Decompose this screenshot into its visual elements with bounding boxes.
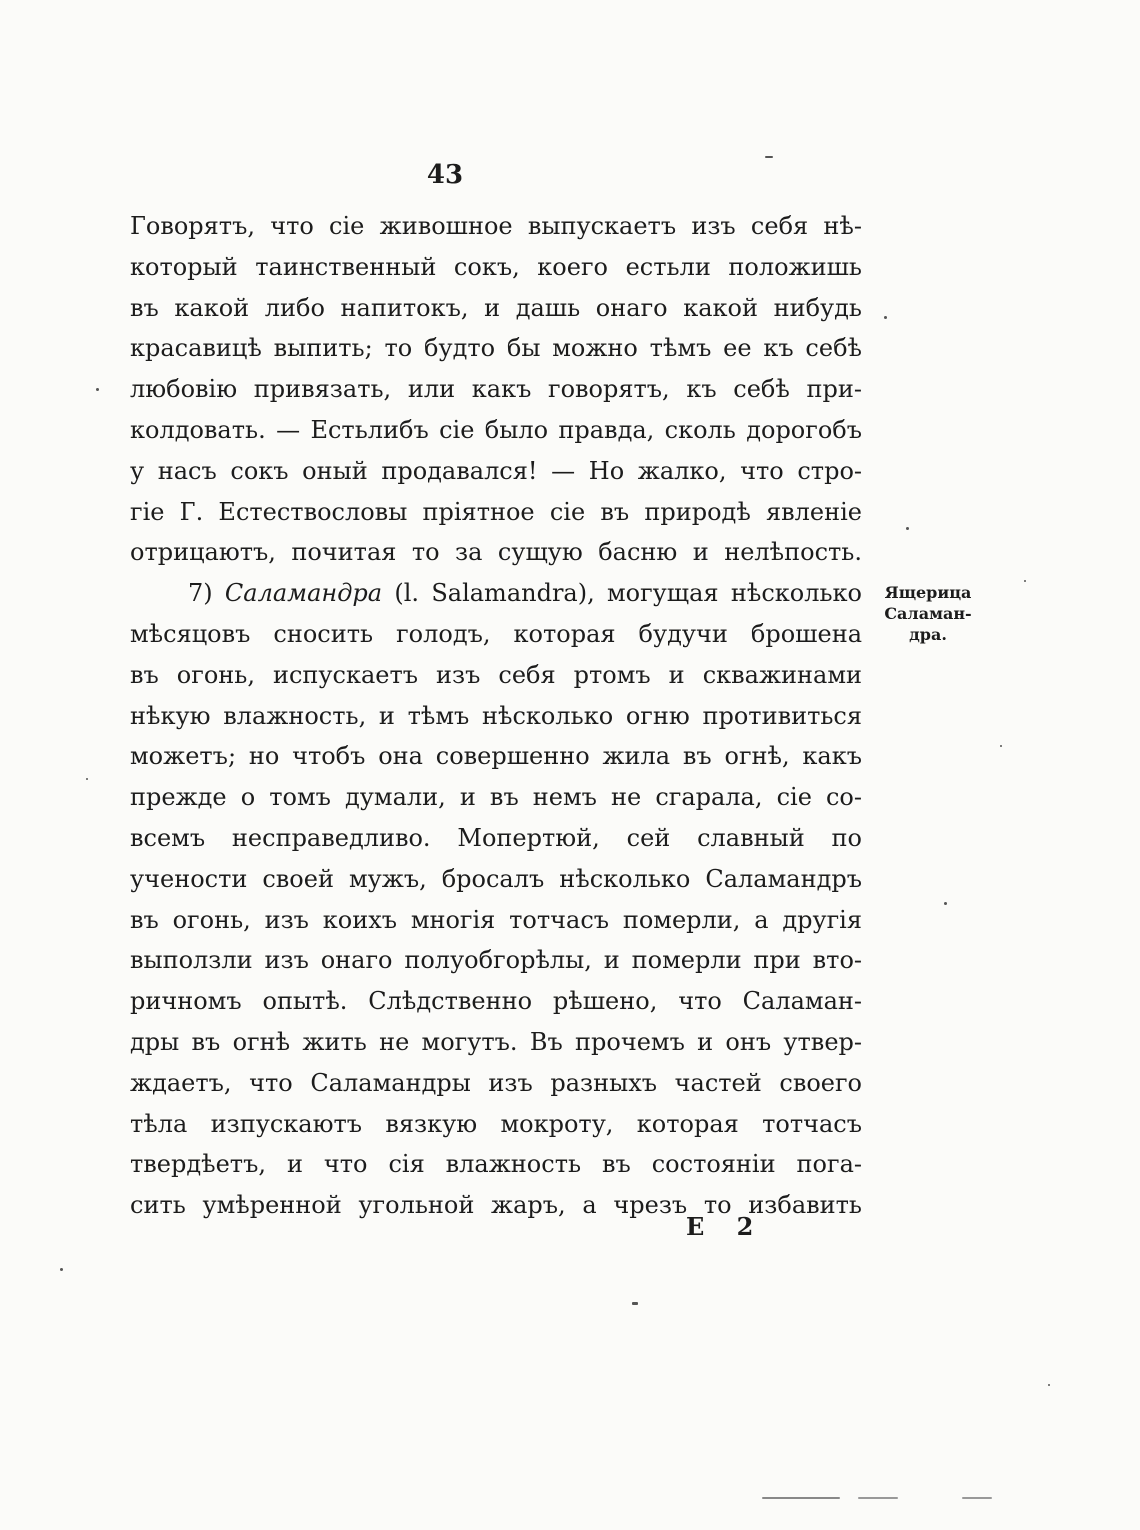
scan-speck — [632, 1302, 638, 1305]
text-line: въ огонь, изъ коихъ многія тотчасъ померли, а другія — [130, 905, 862, 934]
text-line: колдовать. — Естьлибъ сіе было правда, сколь дорогобъ — [130, 415, 862, 444]
text-line: ждаетъ, что Саламандры изъ разныхъ частей своего — [130, 1068, 862, 1097]
text-line: красавицѣ выпить; то будто бы можно тѣмъ ее къ себѣ — [130, 334, 862, 363]
scan-speck — [1048, 1384, 1050, 1386]
marginal-note-line: Саламан- — [884, 604, 972, 623]
scan-speck — [765, 156, 773, 158]
signature-mark: E 2 — [686, 1212, 766, 1241]
text-line: можетъ; но чтобъ она совершенно жила въ огнѣ, какъ — [130, 742, 862, 771]
text-line: гіе Г. Естествословы пріятное сіе въ природѣ явленіе — [130, 497, 862, 526]
text-line: всемъ несправедливо. Мопертюй, сей славный по — [130, 823, 862, 852]
marginal-note-line: дра. — [909, 625, 947, 644]
scan-speck — [906, 527, 909, 530]
marginal-note-line: Ящерица — [884, 583, 972, 602]
page-number: 43 — [426, 160, 464, 190]
scan-speck — [60, 1268, 63, 1271]
text-line: выползли изъ онаго полуобгорѣлы, и померли при вто- — [130, 946, 862, 975]
text-line: дры въ огнѣ жить не могутъ. Въ прочемъ и онъ утвер- — [130, 1027, 862, 1056]
body-text — [130, 206, 862, 1226]
text-line: мѣсяцовъ сносить голодъ, которая будучи брошена — [130, 619, 862, 648]
text-line: у насъ сокъ оный продавался! — Но жалко, что стро- — [130, 456, 862, 485]
text-line: твердѣетъ, и что сія влажность въ состояніи пога- — [130, 1150, 862, 1179]
text-line: ричномъ опытѣ. Слѣдственно рѣшено, что Саламан- — [130, 987, 862, 1016]
text-line: въ огонь, испускаетъ изъ себя ртомъ и скважинами — [130, 660, 862, 689]
text-line: сить умѣренной угольной жаръ, а чрезъ то избавить — [130, 1191, 862, 1220]
scan-speck — [96, 388, 99, 391]
scan-speck — [762, 1497, 840, 1499]
scan-speck — [884, 316, 887, 319]
scan-speck — [1024, 580, 1026, 582]
text-line: въ какой либо напитокъ, и дашь онаго какой нибудь — [130, 293, 862, 322]
scan-speck — [944, 902, 947, 905]
text-line: тѣла изпускаютъ вязкую мокроту, которая тотчасъ — [130, 1109, 862, 1138]
text-line: Говорятъ, что сіе живошное выпускаетъ изъ себя нѣ- — [130, 212, 862, 240]
paragraph-number: 7) — [188, 579, 213, 608]
text-line: отрицаютъ, почитая то за сущую басню и нелѣпость. — [130, 538, 862, 567]
first-line-rest: (l. Salamandra), могущая нѣсколько — [394, 579, 862, 608]
text-line: который таинственный сокъ, коего естьли положишь — [130, 252, 862, 281]
scan-speck — [1000, 745, 1002, 747]
marginal-note — [878, 582, 978, 645]
paragraph-7-first-line — [130, 573, 862, 614]
scan-speck — [962, 1497, 992, 1499]
italic-term: Саламандра — [224, 579, 383, 608]
scan-speck — [86, 778, 88, 780]
text-line: прежде о томъ думали, и въ немъ не сгарала, сіе со- — [130, 783, 862, 812]
text-line: любовію привязать, или какъ говорятъ, къ себѣ при- — [130, 375, 862, 404]
text-line: нѣкую влажность, и тѣмъ нѣсколько огню противиться — [130, 701, 862, 730]
text-line: учености своей мужъ, бросалъ нѣсколько Саламандръ — [130, 864, 862, 893]
scan-speck — [858, 1497, 898, 1499]
